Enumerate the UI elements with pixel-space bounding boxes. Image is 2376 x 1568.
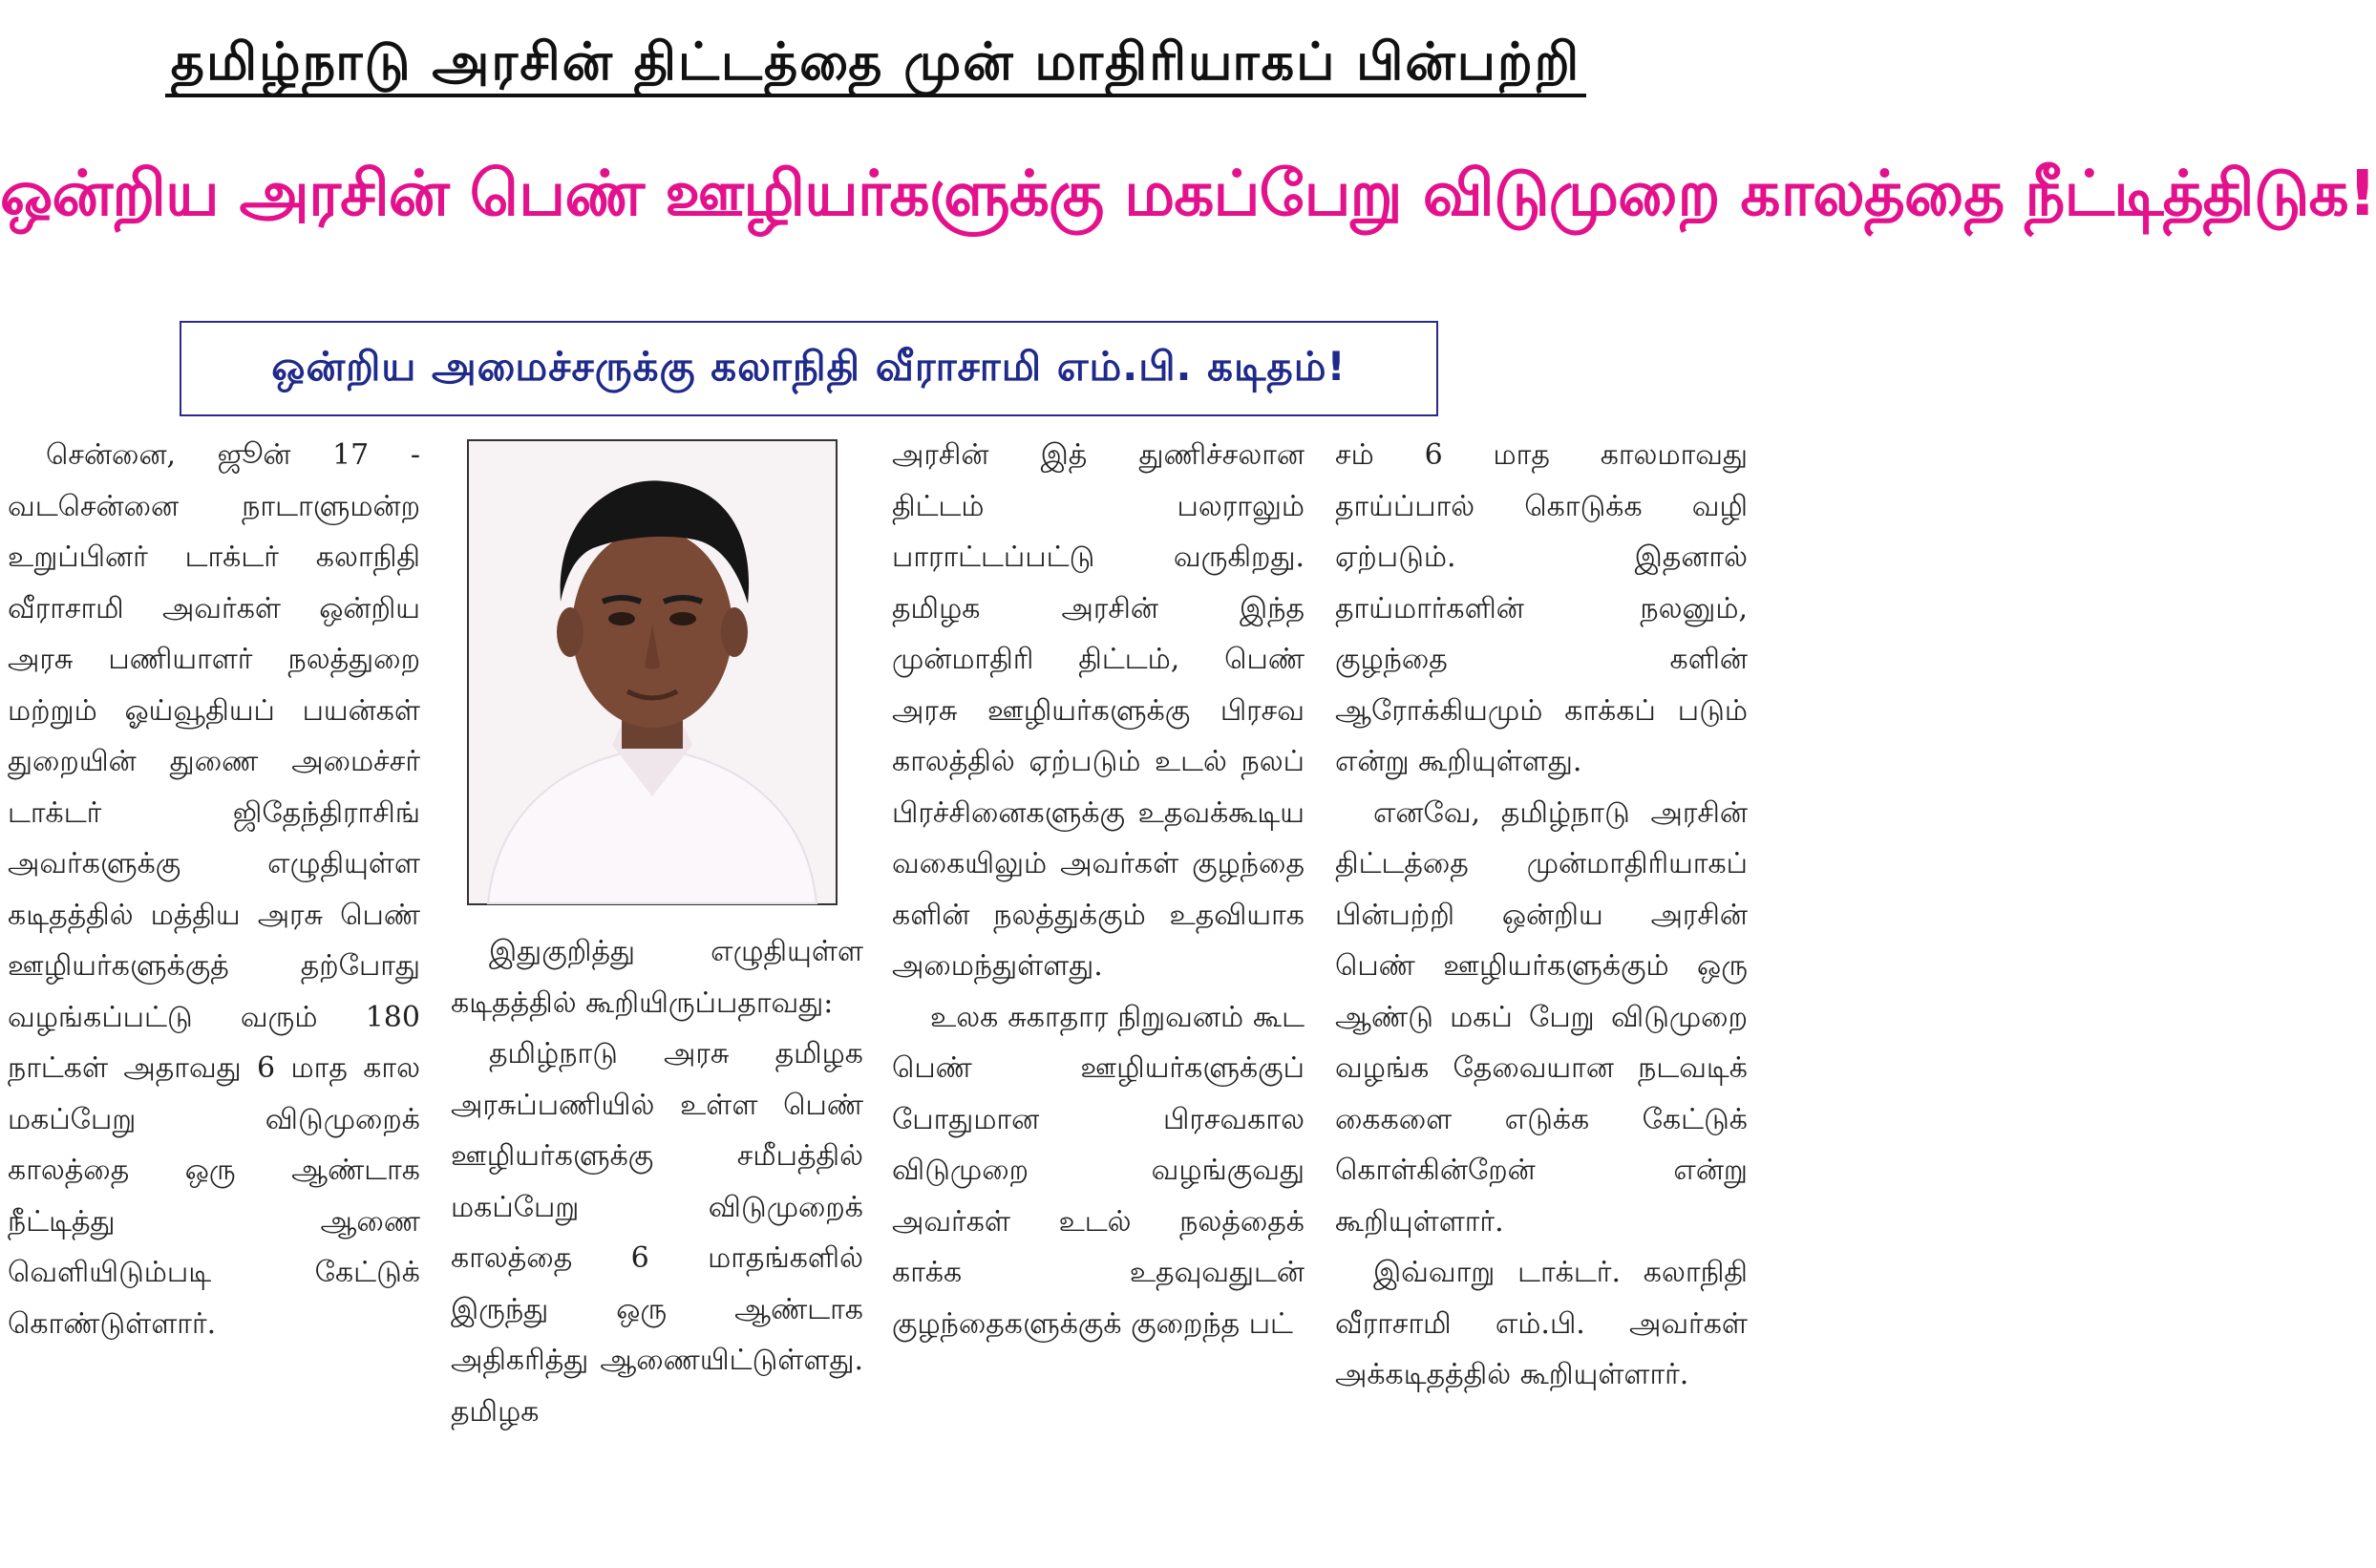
paragraph: உலக சுகாதார நிறுவனம் கூட பெண் ஊழியர்களுக்குப் போதுமான பிரசவகால விடுமுறை வழங்குவது அவர்கள் உடல் நலத்தைக் காக்க உதவுவதுடன் குழந்தைகளுக்குக் குறைந்த பட் (892, 1000, 1305, 1341)
portrait-photo-icon (469, 441, 836, 903)
paragraph: இவ்வாறு டாக்டர். கலாநிதி வீராசாமி எம்.பி. அவர்கள் அக்கடிதத்தில் கூறியுள்ளார். (1335, 1256, 1748, 1391)
paragraph: எனவே, தமிழ்நாடு அரசின் திட்டத்தை முன்மாதிரியாகப் பின்பற்றி ஒன்றிய அரசின் பெண் ஊழியர்களுக்கும் ஒரு ஆண்டு மகப் பேறு விடுமுறை வழங்க தேவையான நடவடிக் கைகளை எடுக்க கேட்டுக் கொள்கின்றேன் என்று கூறியுள்ளார். (1335, 795, 1748, 1239)
article-column-4 (1335, 430, 1748, 1401)
article-column-3 (892, 430, 1305, 1349)
article-column-2 (451, 926, 863, 1437)
paragraph: சம் 6 மாத காலமாவது தாய்ப்பால் கொடுக்க வழி ஏற்படும். இதனால் தாய்மார்களின் நலனும், குழந்தை களின் ஆரோக்கியமும் காக்கப் படும் என்று கூறியுள்ளது. (1335, 438, 1748, 778)
headline: ஒன்றிய அரசின் பெண் ஊழியர்களுக்கு மகப்பேறு விடுமுறை காலத்தை நீட்டித்திடுக! (0, 157, 2376, 230)
subhead-text: ஒன்றிய அமைச்சருக்கு கலாநிதி வீராசாமி எம்.பி. கடிதம்! (271, 342, 1347, 390)
kicker-text: தமிழ்நாடு அரசின் திட்டத்தை முன் மாதிரியாகப் பின்பற்றி (165, 32, 1586, 97)
paragraph: தமிழ்நாடு அரசு தமிழக அரசுப்பணியில் உள்ள பெண் ஊழியர்களுக்கு சமீபத்தில் மகப்பேறு விடுமுறைக் காலத்தை 6 மாதங்களில் இருந்து ஒரு ஆண்டாக அதிகரித்து ஆணையிட்டுள்ளது. தமிழக (451, 1037, 863, 1429)
paragraph: சென்னை, ஜூன் 17 - வடசென்னை நாடாளுமன்ற உறுப்பினர் டாக்டர் கலாநிதி வீராசாமி அவர்கள் ஒன்றிய அரசு பணியாளர் நலத்துறை மற்றும் ஓய்வூதியப் பயன்கள் துறையின் துணை அமைச்சர் டாக்டர் ஜிதேந்திராசிங் அவர்களுக்கு எழுதியுள்ள கடிதத்தில் மத்திய அரசு பெண் ஊழியர்களுக்குத் தற்போது வழங்கப்பட்டு வரும் 180 நாட்கள் அதாவது 6 மாத கால மகப்பேறு விடுமுறைக் காலத்தை ஒரு ஆண்டாக நீட்டித்து ஆணை வெளியிடும்படி கேட்டுக் கொண்டுள்ளார். (8, 438, 420, 1341)
kicker-line (0, 29, 1751, 95)
paragraph: அரசின் இத் துணிச்சலான திட்டம் பலராலும் பாராட்டப்பட்டு வருகிறது. தமிழக அரசின் இந்த முன்மாதிரி திட்டம், பெண் அரசு ஊழியர்களுக்கு பிரசவ காலத்தில் ஏற்படும் உடல் நலப் பிரச்சினைகளுக்கு உதவக்கூடிய வகையிலும் அவர்கள் குழந்தை களின் நலத்துக்கும் உதவியாக அமைந்துள்ளது. (892, 438, 1305, 983)
paragraph: இதுகுறித்து எழுதியுள்ள கடிதத்தில் கூறியிருப்பதாவது: (451, 935, 863, 1020)
article-column-1 (8, 430, 420, 1349)
portrait-photo (467, 439, 838, 905)
subhead-box (180, 321, 1438, 416)
